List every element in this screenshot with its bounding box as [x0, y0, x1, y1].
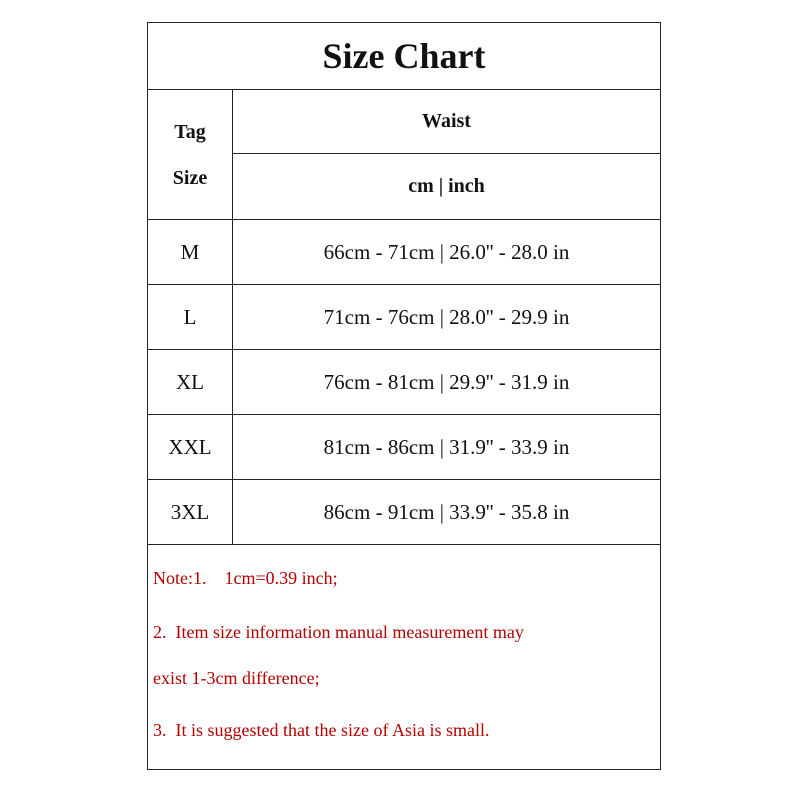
size-cell: XXL [168, 434, 212, 459]
note-line: Note:1. 1cm=0.39 inch; [153, 568, 338, 588]
size-chart-table [147, 22, 661, 770]
note-line: exist 1-3cm difference; [153, 668, 320, 688]
tag-size-label-line1: Tag [174, 121, 206, 143]
note-line: 2. Item size information manual measurement may [153, 622, 524, 642]
divider [148, 544, 660, 545]
waist-cell: 86cm - 91cm | 33.9'' - 35.8 in [323, 499, 570, 524]
tag-size-header [148, 90, 232, 220]
size-cell: XL [176, 369, 204, 394]
tag-size-label-line2: Size [172, 167, 208, 189]
waist-cell: 81cm - 86cm | 31.9'' - 33.9 in [323, 434, 570, 459]
size-cell: 3XL [170, 499, 210, 524]
waist-cell: 71cm - 76cm | 28.0'' - 29.9 in [323, 304, 570, 329]
waist-cell: 66cm - 71cm | 26.0'' - 28.0 in [323, 239, 570, 264]
units-header: cm | inch [408, 175, 485, 197]
size-cell: L [183, 304, 197, 329]
size-cell: M [180, 239, 200, 264]
chart-title: Size Chart [322, 36, 486, 76]
waist-cell: 76cm - 81cm | 29.9'' - 31.9 in [323, 369, 570, 394]
note-line: 3. It is suggested that the size of Asia is small. [153, 720, 490, 740]
waist-header: Waist [422, 110, 471, 132]
